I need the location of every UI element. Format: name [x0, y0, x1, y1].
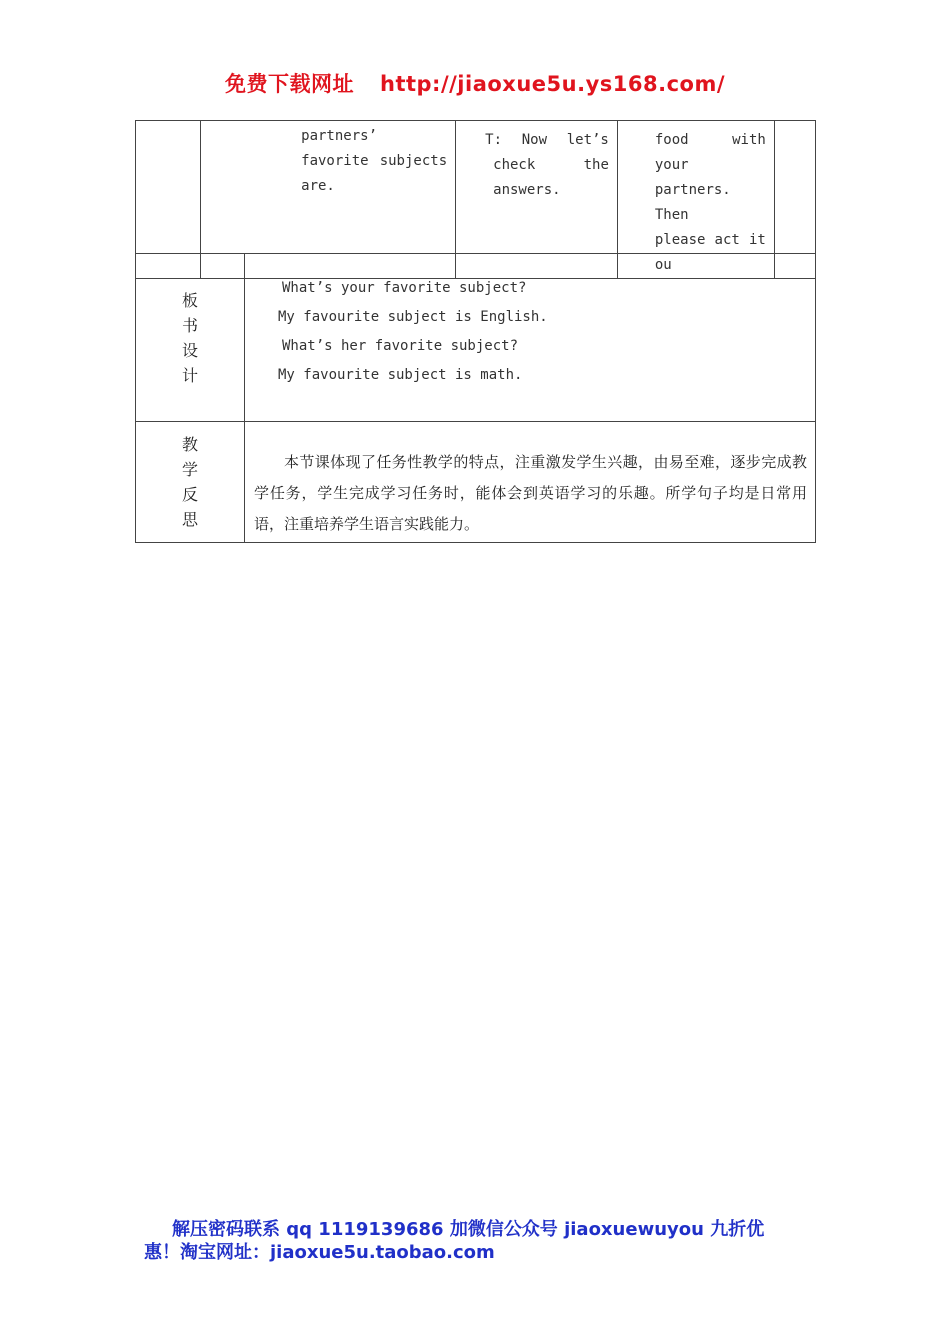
label-char: 计 [181, 366, 198, 385]
label-char: 思 [181, 510, 198, 529]
label-char: 设 [181, 341, 198, 360]
row-reflection [136, 422, 816, 543]
row-blackboard [136, 254, 816, 422]
text-line: food with your [654, 132, 766, 173]
board-line: My favourite subject is English. [278, 309, 548, 325]
text-line: check the [493, 157, 609, 173]
header-title: 免费下载网址 [225, 72, 354, 96]
blackboard-content-cell [245, 254, 816, 422]
label-char: 反 [181, 485, 198, 504]
lesson-table-summary [135, 253, 816, 543]
text-line: favorite subjects [301, 153, 448, 169]
text-line: partners’ [301, 128, 377, 144]
reflection-text: 本节课体现了任务性教学的特点，注重激发学生兴趣，由易至难，逐步完成教学任务，学生完成学习任务时，能体会到英语学习的乐趣。所学句子均是日常用语，注重培养学生语言实践能力。 [254, 453, 807, 533]
text-line: T: Now let’s [485, 132, 609, 148]
text-line: please act it [654, 232, 766, 248]
label-char: 板 [181, 291, 198, 310]
header-banner [0, 68, 950, 98]
board-line: What’s her favorite subject? [282, 338, 519, 354]
reflection-label-cell [136, 422, 245, 543]
header-url-link[interactable]: http://jiaoxue5u.ys168.com/ [380, 72, 725, 96]
board-line: My favourite subject is math. [278, 367, 523, 383]
reflection-content-cell [245, 422, 816, 543]
label-char: 教 [181, 435, 198, 454]
board-line: What’s your favorite subject? [282, 280, 527, 296]
text-line: are. [301, 178, 335, 194]
label-char: 书 [181, 316, 198, 335]
footer-notice: 解压密码联系 qq 1119139686 加微信公众号 jiaoxuewuyou 九折优惠！淘宝网址：jiaoxue5u.taobao.com [144, 1219, 765, 1263]
text-line: answers. [493, 182, 561, 198]
label-char: 学 [181, 460, 198, 479]
text-line: ou [654, 257, 672, 273]
text-line: partners. Then [654, 182, 731, 223]
blackboard-label-cell [136, 254, 245, 422]
